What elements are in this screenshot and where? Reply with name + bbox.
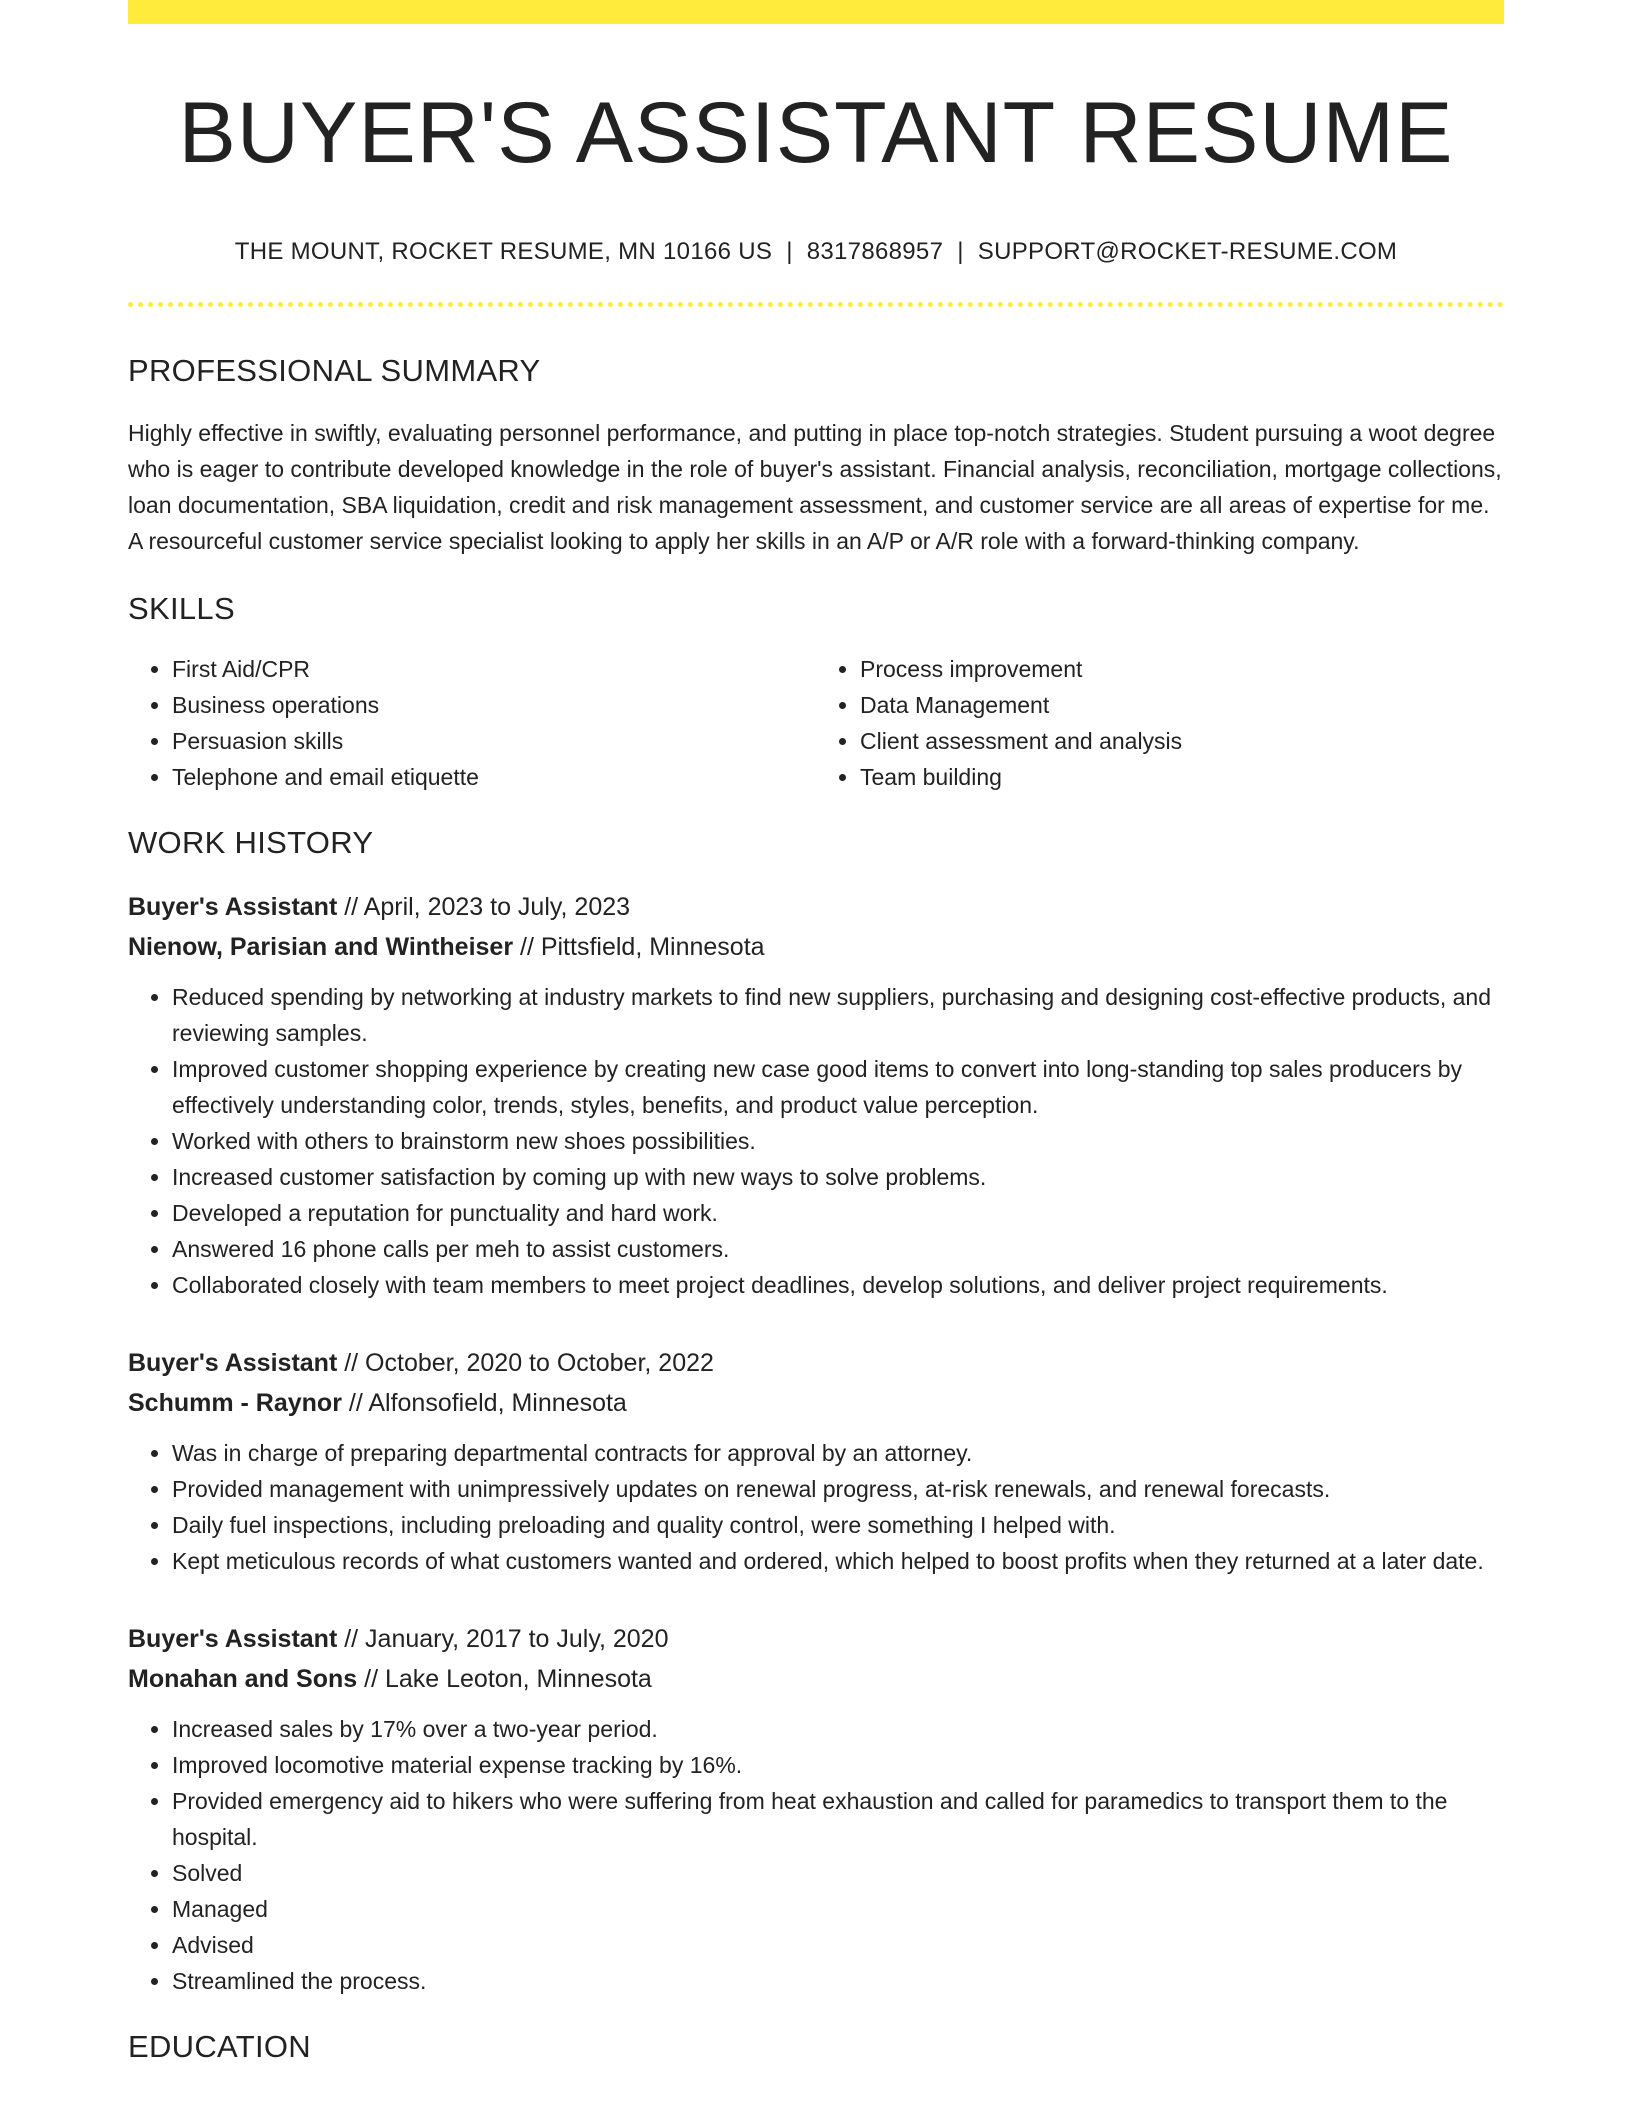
resume-page — [128, 0, 1504, 2065]
job-title: Buyer's Assistant — [128, 1349, 338, 1377]
job-dates: // April, 2023 to July, 2023 — [337, 893, 631, 921]
duty-item: • Provided emergency aid to hikers who were suffering from heat exhaustion and called for paramedics to transport them to the hospital. — [172, 1783, 1504, 1855]
job-title-line — [128, 887, 1504, 927]
job-entry — [128, 887, 1504, 1303]
skill-item: • First Aid/CPR — [172, 651, 816, 687]
contact-phone: 8317868957 — [806, 238, 944, 265]
job-company: Nienow, Parisian and Wintheiser — [128, 933, 514, 961]
job-company-line — [128, 1383, 1504, 1423]
skills-column-left — [128, 651, 816, 795]
resume-title: BUYER'S ASSISTANT RESUME — [178, 85, 1454, 181]
skill-item: • Persuasion skills — [172, 723, 816, 759]
job-dates: // January, 2017 to July, 2020 — [337, 1625, 669, 1653]
duty-item: • Improved customer shopping experience by creating new case good items to convert into long-standing top sales producers by effectively understanding color, trends, styles, benefits, and product value perception. — [172, 1051, 1504, 1123]
job-company-line — [128, 1659, 1504, 1699]
duty-item: • Collaborated closely with team members to meet project deadlines, develop solutions, and deliver project requirements. — [172, 1267, 1504, 1303]
duty-item: • Reduced spending by networking at industry markets to find new suppliers, purchasing and designing cost-effective products, and reviewing samples. — [172, 979, 1504, 1051]
job-company: Monahan and Sons — [128, 1665, 358, 1693]
skill-item: • Process improvement — [860, 651, 1504, 687]
job-title: Buyer's Assistant — [128, 893, 338, 921]
skill-item: • Telephone and email etiquette — [172, 759, 816, 795]
duty-item: • Worked with others to brainstorm new shoes possibilities. — [172, 1123, 1504, 1159]
skill-item: • Data Management — [860, 687, 1504, 723]
job-title-line — [128, 1343, 1504, 1383]
duty-item: • Daily fuel inspections, including preloading and quality control, were something I helped with. — [172, 1507, 1504, 1543]
contact-email: SUPPORT@ROCKET-RESUME.COM — [977, 238, 1398, 265]
duty-item: • Advised — [172, 1927, 1504, 1963]
skill-item: • Client assessment and analysis — [860, 723, 1504, 759]
duty-item: • Solved — [172, 1855, 1504, 1891]
duty-item: • Provided management with unimpressively updates on renewal progress, at-risk renewals, and renewal forecasts. — [172, 1471, 1504, 1507]
job-duties — [128, 1711, 1504, 1999]
duty-item: • Improved locomotive material expense tracking by 16%. — [172, 1747, 1504, 1783]
skill-item: • Business operations — [172, 687, 816, 723]
job-location: // Pittsfield, Minnesota — [513, 933, 765, 961]
skills-heading: SKILLS — [128, 591, 235, 626]
work-history-heading: WORK HISTORY — [128, 825, 374, 860]
duty-item: • Managed — [172, 1891, 1504, 1927]
dotted-divider — [128, 302, 1504, 307]
accent-top-bar — [128, 0, 1504, 24]
duty-item: • Developed a reputation for punctuality and hard work. — [172, 1195, 1504, 1231]
skills-list — [128, 651, 1504, 795]
job-location: // Alfonsofield, Minnesota — [341, 1389, 627, 1417]
duty-item: • Answered 16 phone calls per meh to assist customers. — [172, 1231, 1504, 1267]
contact-separator: | — [786, 238, 793, 265]
summary-text: Highly effective in swiftly, evaluating personnel performance, and putting in place top-notch strategies. Student pursuing a woot degree who is eager to contribute developed knowledge in the role of buyer's assistant. Financial analysis, reconciliation, mortgage collections, loan documentation, SBA liquidation, credit and risk management assessment, and customer service are all areas of expertise for me. A resourceful customer service specialist looking to apply her skills in an A/P or A/R role with a forward-thinking company. — [128, 420, 1502, 554]
job-title: Buyer's Assistant — [128, 1625, 338, 1653]
job-entry — [128, 1619, 1504, 1999]
job-location: // Lake Leoton, Minnesota — [357, 1665, 652, 1693]
skill-item: • Team building — [860, 759, 1504, 795]
job-title-line — [128, 1619, 1504, 1659]
duty-item: • Streamlined the process. — [172, 1963, 1504, 1999]
skills-column-right — [816, 651, 1504, 795]
job-duties — [128, 1435, 1504, 1579]
job-duties — [128, 979, 1504, 1303]
contact-address: THE MOUNT, ROCKET RESUME, MN 10166 US — [234, 238, 773, 265]
job-entry — [128, 1343, 1504, 1579]
duty-item: • Was in charge of preparing departmental contracts for approval by an attorney. — [172, 1435, 1504, 1471]
contact-separator: | — [957, 238, 964, 265]
duty-item: • Kept meticulous records of what customers wanted and ordered, which helped to boost profits when they returned at a later date. — [172, 1543, 1504, 1579]
duty-item: • Increased customer satisfaction by coming up with new ways to solve problems. — [172, 1159, 1504, 1195]
duty-item: • Increased sales by 17% over a two-year period. — [172, 1711, 1504, 1747]
job-company: Schumm - Raynor — [128, 1389, 342, 1417]
contact-line — [128, 238, 1504, 266]
job-company-line — [128, 927, 1504, 967]
education-heading: EDUCATION — [128, 2029, 311, 2064]
job-dates: // October, 2020 to October, 2022 — [337, 1349, 714, 1377]
summary-heading: PROFESSIONAL SUMMARY — [128, 353, 541, 388]
